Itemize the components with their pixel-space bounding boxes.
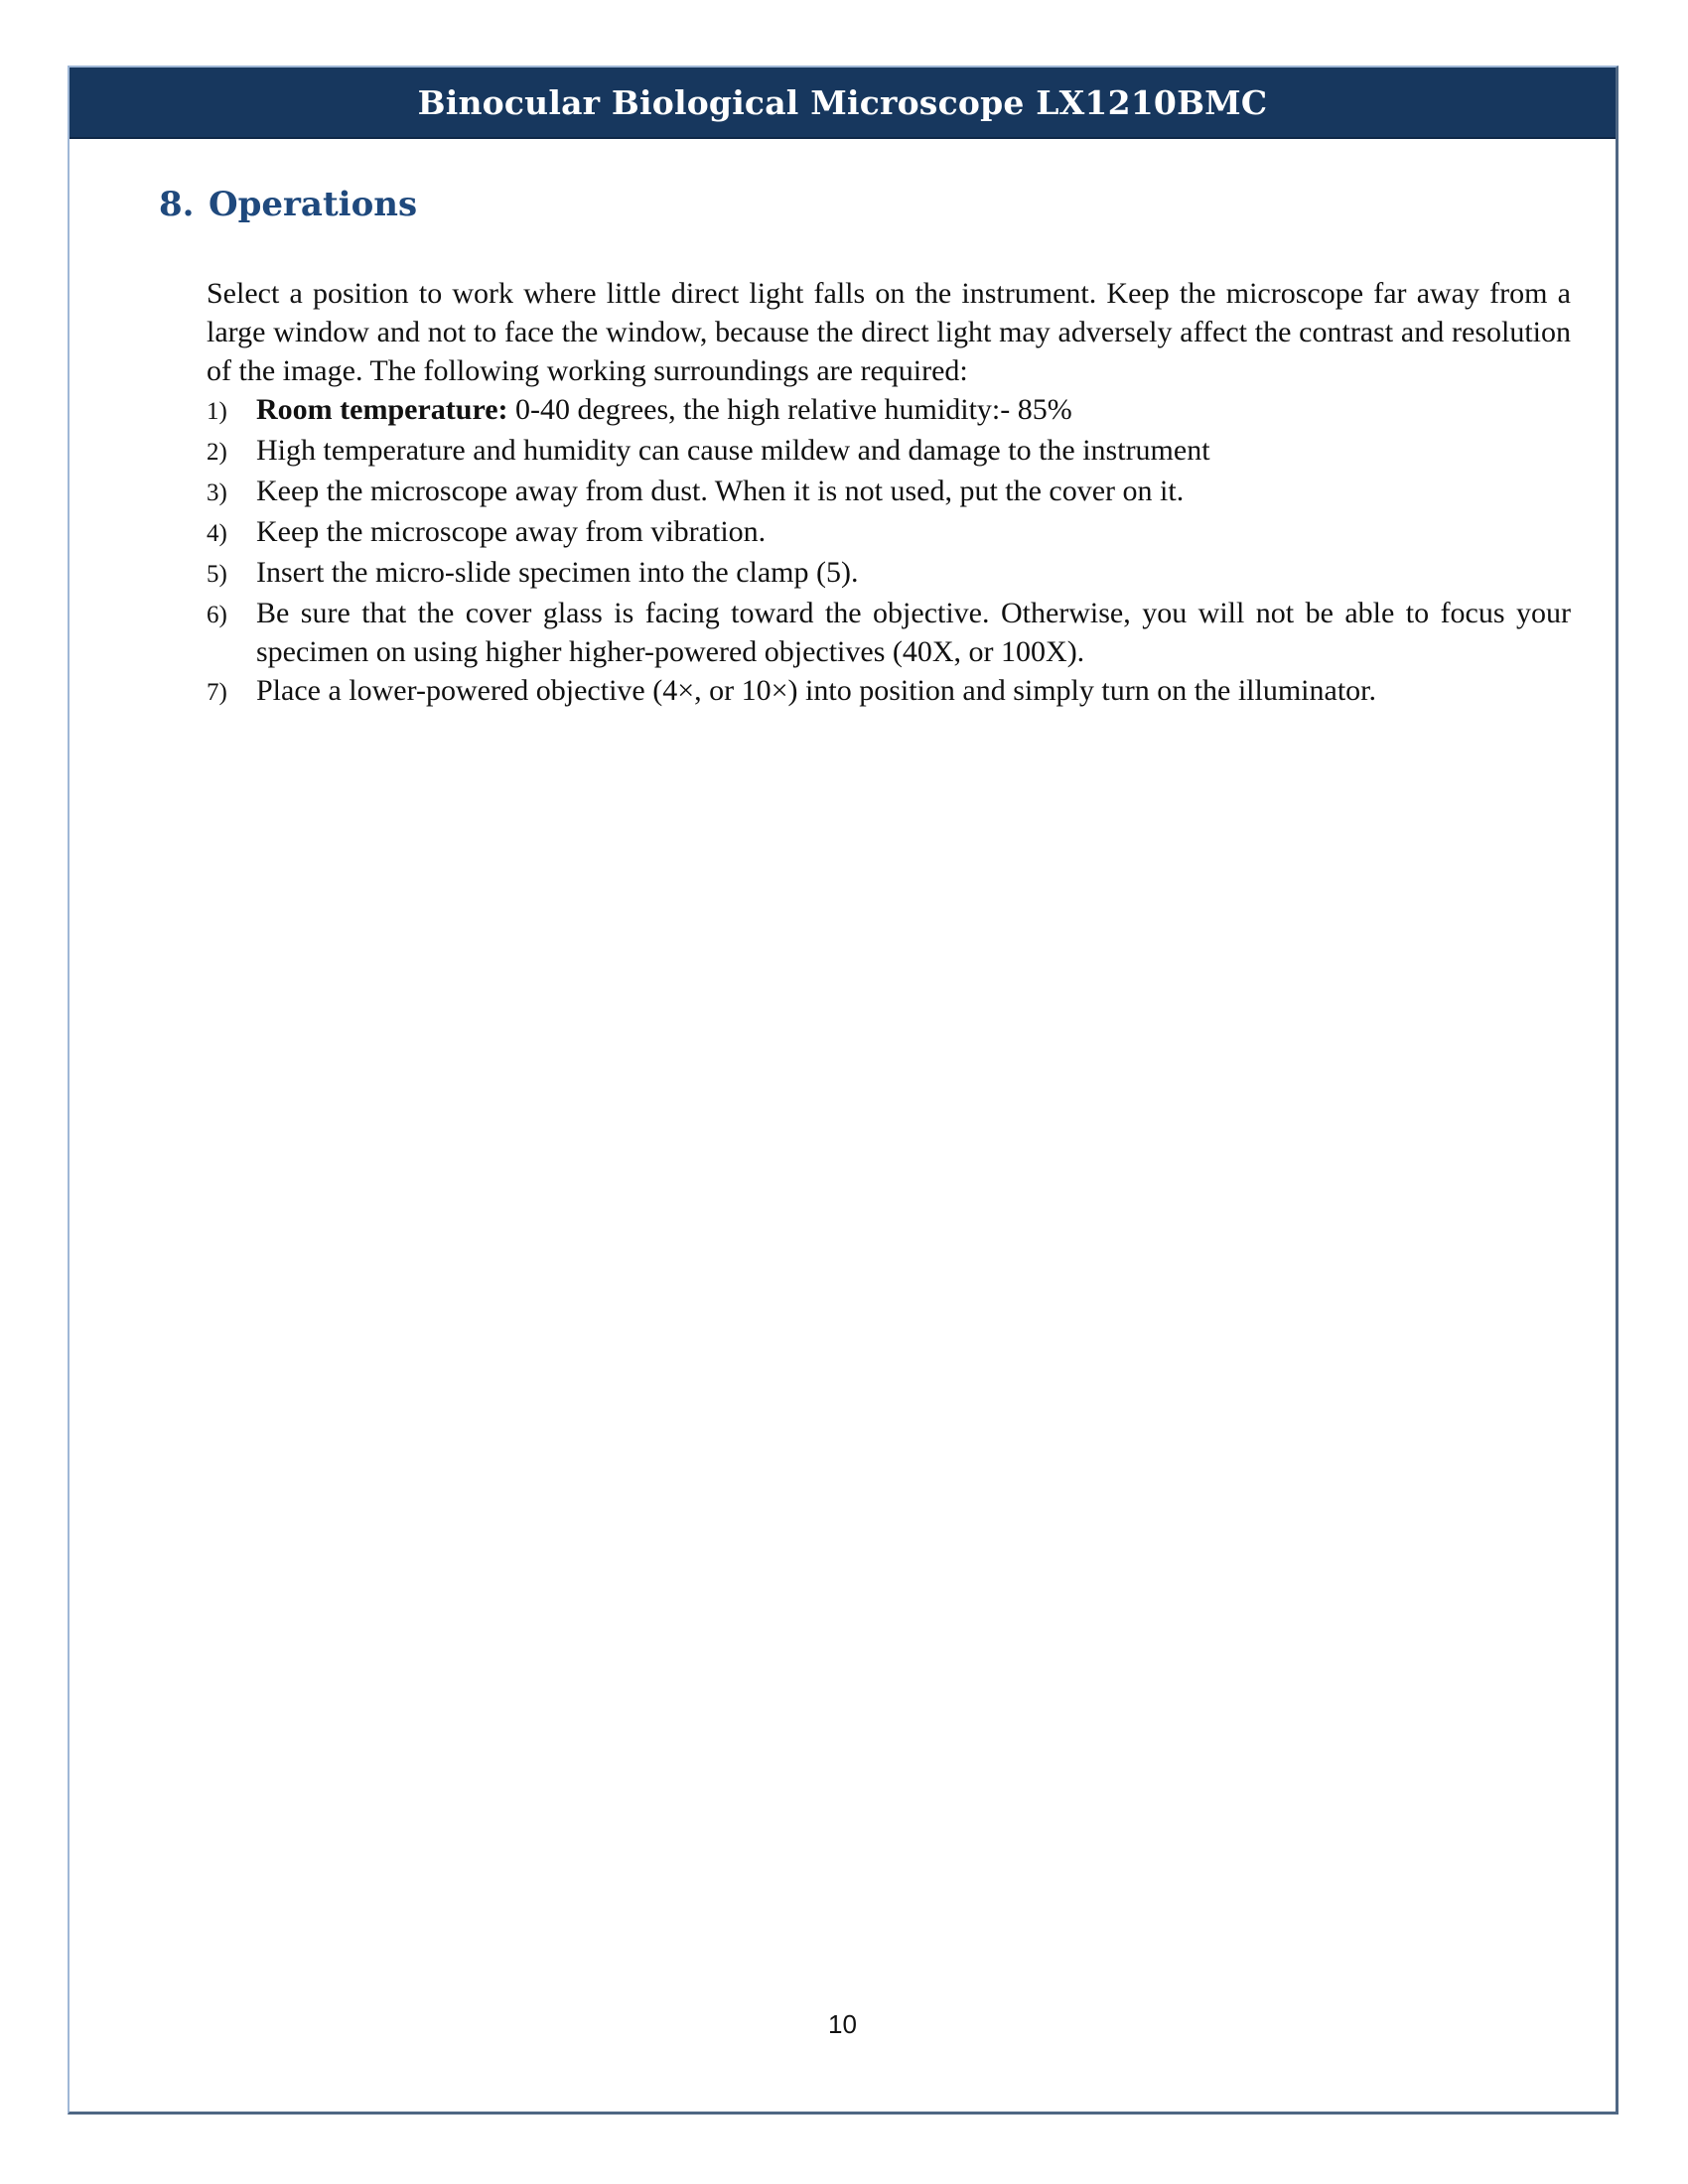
- list-item-text: Be sure that the cover glass is facing toward the objective. Otherwise, you will not be able to focus your specimen on using higher higher-powered objectives (40X, or 100X).: [256, 597, 1571, 668]
- list-item-number: 6): [207, 602, 227, 628]
- document-title: Binocular Biological Microscope LX1210BMC: [417, 82, 1268, 122]
- section-heading: [159, 185, 417, 224]
- list-item-text: [256, 390, 1571, 429]
- page-number: 10: [828, 2009, 857, 2039]
- list-item-text: Keep the microscope away from dust. When it is not used, put the cover on it.: [256, 475, 1185, 507]
- list-item-text: Keep the microscope away from vibration.: [256, 515, 767, 548]
- list-item: [207, 512, 1571, 553]
- list-item-number: 7): [207, 679, 227, 706]
- list-item: [207, 594, 1571, 671]
- list-item: [207, 472, 1571, 512]
- page-frame: [68, 66, 1618, 2115]
- list-item-number: 1): [207, 398, 227, 425]
- list-item-body: 0-40 degrees, the high relative humidity:- 85%: [507, 393, 1072, 426]
- list-item-text: Insert the micro-slide specimen into the clamp (5).: [256, 556, 859, 589]
- requirements-list: [207, 390, 1571, 712]
- list-item: [207, 553, 1571, 594]
- list-item-number: 2): [207, 439, 227, 466]
- header-bar: [70, 68, 1616, 139]
- list-item: [207, 671, 1571, 712]
- section-body: [207, 274, 1571, 712]
- list-item-number: 4): [207, 520, 227, 547]
- list-item-number: 5): [207, 561, 227, 588]
- list-item: [207, 390, 1571, 431]
- list-item: [207, 431, 1571, 472]
- section-number: 8.: [159, 185, 195, 224]
- list-item-number: 3): [207, 479, 227, 506]
- section-title: Operations: [209, 185, 418, 224]
- intro-paragraph: Select a position to work where little direct light falls on the instrument. Keep the microscope far away from a large window and not to face the window, because the direct light may adversely affect the contrast and resolution of the image. The following working surroundings are required:: [207, 277, 1571, 387]
- list-item-text: Place a lower-powered objective (4×, or 10×) into position and simply turn on the illuminator.: [256, 674, 1377, 707]
- list-item-label: Room temperature:: [256, 393, 508, 426]
- list-item-text: High temperature and humidity can cause mildew and damage to the instrument: [256, 434, 1210, 467]
